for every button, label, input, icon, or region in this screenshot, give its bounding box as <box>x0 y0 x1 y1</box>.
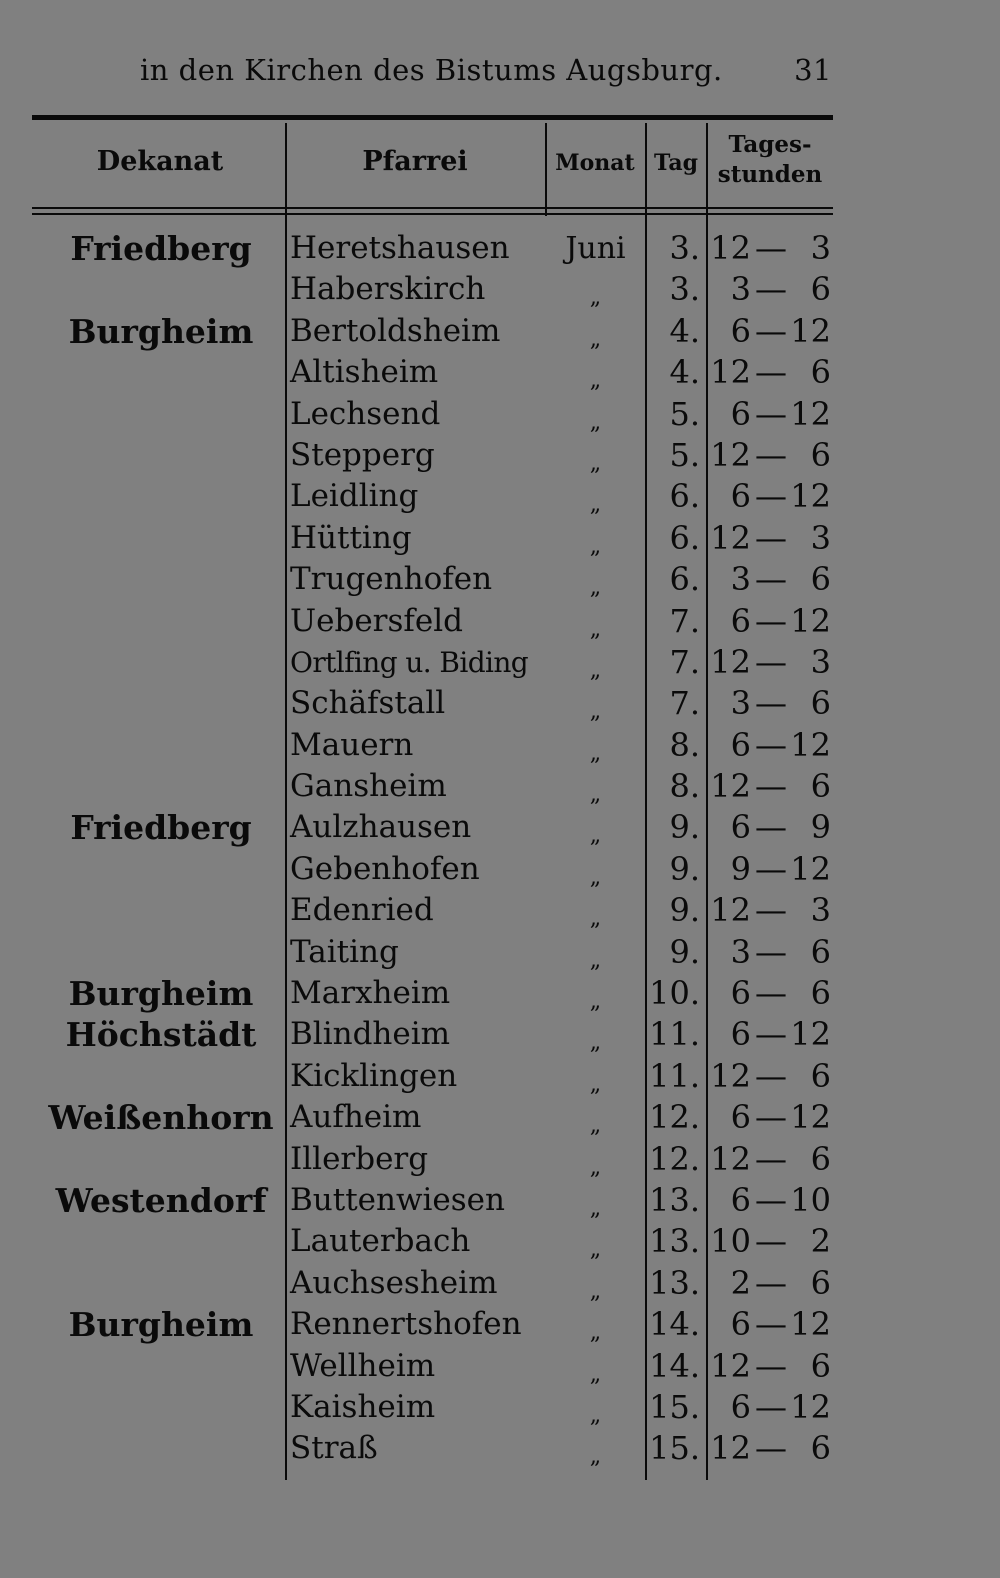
stunden-dash: — <box>755 229 787 267</box>
stunden-from: 6 <box>730 808 751 847</box>
stunden-from: 6 <box>730 1387 751 1426</box>
pfarrei-cell: Auchsesheim <box>290 1264 498 1301</box>
column-header-tagesstunden-line2: stunden <box>717 161 823 188</box>
tag-cell: 7. <box>669 642 700 681</box>
stunden-to: 9 <box>810 808 831 847</box>
stunden-dash: — <box>755 1098 787 1137</box>
stunden-dash: — <box>755 1346 787 1385</box>
stunden-cell <box>709 1056 833 1097</box>
stunden-cell <box>709 932 833 973</box>
stunden-to: 6 <box>810 560 831 599</box>
table-row <box>0 1139 1000 1180</box>
table-row <box>0 807 1000 848</box>
pfarrei-cell: Blindheim <box>290 1016 451 1053</box>
stunden-cell <box>709 435 833 476</box>
monat-cell: „ <box>589 285 602 311</box>
stunden-from: 12 <box>710 767 751 806</box>
pfarrei-cell: Trugenhofen <box>290 561 493 598</box>
monat-cell: „ <box>589 533 602 559</box>
stunden-to: 6 <box>810 684 831 723</box>
stunden-to: 3 <box>810 891 831 930</box>
page-number: 31 <box>794 53 832 87</box>
stunden-dash: — <box>755 1015 787 1054</box>
pfarrei-cell: Lechsend <box>290 395 441 432</box>
stunden-from: 12 <box>710 435 751 474</box>
stunden-from: 12 <box>710 891 751 930</box>
stunden-from: 12 <box>710 518 751 557</box>
tag-cell: 15. <box>649 1387 700 1426</box>
monat-cell: „ <box>589 906 602 932</box>
stunden-cell <box>709 601 833 642</box>
stunden-cell <box>709 1263 833 1304</box>
pfarrei-cell: Uebersfeld <box>290 602 463 639</box>
monat-cell: „ <box>589 1320 602 1346</box>
stunden-cell <box>709 311 833 352</box>
stunden-cell <box>709 642 833 683</box>
tag-cell: 9. <box>669 932 700 971</box>
stunden-cell <box>709 1387 833 1428</box>
column-header-dekanat: Dekanat <box>96 146 224 177</box>
tag-cell: 6. <box>669 518 700 557</box>
dekanat-cell <box>42 1139 280 1180</box>
stunden-from: 6 <box>730 725 751 764</box>
stunden-cell <box>709 1221 833 1262</box>
tag-cell: 14. <box>649 1305 700 1344</box>
stunden-to: 3 <box>810 518 831 557</box>
monat-cell: „ <box>589 782 602 808</box>
stunden-cell <box>709 394 833 435</box>
stunden-cell <box>709 1428 833 1469</box>
stunden-cell <box>709 807 833 848</box>
stunden-from: 12 <box>710 1139 751 1178</box>
dekanat-cell: Friedberg <box>70 229 252 268</box>
stunden-to: 6 <box>810 767 831 806</box>
table-row <box>0 1387 1000 1428</box>
monat-cell: „ <box>589 1402 602 1428</box>
stunden-to: 12 <box>790 311 831 350</box>
table-row <box>0 269 1000 310</box>
stunden-from: 6 <box>730 311 751 350</box>
monat-cell: „ <box>589 823 602 849</box>
stunden-from: 6 <box>730 601 751 640</box>
table-row <box>0 973 1000 1014</box>
table-body <box>0 228 1000 1470</box>
monat-cell: „ <box>589 1237 602 1263</box>
pfarrei-cell: Heretshausen <box>290 230 510 266</box>
pfarrei-cell: Wellheim <box>290 1347 436 1384</box>
table-row <box>0 518 1000 559</box>
pfarrei-cell: Straß <box>290 1430 378 1467</box>
table-row <box>0 766 1000 807</box>
tag-cell: 14. <box>649 1346 700 1385</box>
stunden-cell <box>709 683 833 724</box>
dekanat-cell <box>42 601 280 642</box>
stunden-dash: — <box>755 684 787 723</box>
dekanat-cell <box>42 518 280 559</box>
dekanat-cell <box>42 559 280 600</box>
running-head <box>140 50 840 90</box>
pfarrei-cell: Stepperg <box>290 436 435 473</box>
pfarrei-cell: Leidling <box>290 478 419 515</box>
dekanat-cell <box>42 1056 280 1097</box>
stunden-cell <box>709 1346 833 1387</box>
dekanat-cell: Burgheim <box>68 311 254 351</box>
monat-cell: „ <box>589 947 602 973</box>
stunden-cell <box>709 518 833 559</box>
stunden-to: 6 <box>810 1056 831 1095</box>
tag-cell: 11. <box>649 1015 700 1054</box>
monat-cell: „ <box>589 1113 602 1139</box>
table-row <box>0 725 1000 766</box>
monat-cell: „ <box>589 450 602 476</box>
pfarrei-cell: Illerberg <box>290 1140 429 1177</box>
pfarrei-cell: Hütting <box>290 519 412 556</box>
tag-cell: 7. <box>669 601 700 640</box>
monat-cell: „ <box>589 326 602 352</box>
stunden-to: 6 <box>810 932 831 971</box>
stunden-dash: — <box>755 974 787 1013</box>
pfarrei-cell: Ortlfing u. Biding <box>290 645 529 679</box>
stunden-to: 6 <box>810 1429 831 1468</box>
pfarrei-cell: Mauern <box>290 726 414 763</box>
stunden-cell <box>709 849 833 890</box>
stunden-to: 3 <box>810 229 831 267</box>
column-header-tagesstunden <box>708 130 832 190</box>
column-header-monat: Monat <box>555 150 635 176</box>
stunden-cell <box>709 352 833 393</box>
table-row <box>0 1014 1000 1055</box>
stunden-from: 6 <box>730 1098 751 1137</box>
tag-cell: 13. <box>649 1222 700 1261</box>
monat-cell: „ <box>589 989 602 1015</box>
dekanat-cell <box>42 1387 280 1428</box>
monat-cell: „ <box>589 409 602 435</box>
table-row <box>0 683 1000 724</box>
tag-cell: 4. <box>669 353 700 392</box>
dekanat-cell: Westendorf <box>55 1180 267 1220</box>
pfarrei-cell: Altisheim <box>290 354 439 391</box>
dekanat-cell <box>42 766 280 807</box>
stunden-from: 3 <box>730 932 751 971</box>
stunden-cell <box>709 1304 833 1345</box>
tag-cell: 6. <box>669 477 700 516</box>
column-header-pfarrei: Pfarrei <box>362 146 468 177</box>
dekanat-cell <box>42 1221 280 1262</box>
pfarrei-cell: Taiting <box>290 933 399 970</box>
stunden-dash: — <box>755 1429 787 1468</box>
stunden-from: 12 <box>710 1346 751 1385</box>
monat-cell: „ <box>589 740 602 766</box>
stunden-dash: — <box>755 560 787 599</box>
dekanat-cell: Weißenhorn <box>48 1098 274 1138</box>
stunden-from: 3 <box>730 270 751 309</box>
monat-cell: „ <box>589 616 602 642</box>
table-row <box>0 228 1000 269</box>
monat-cell: „ <box>589 1195 602 1221</box>
tag-cell: 13. <box>649 1263 700 1302</box>
stunden-from: 3 <box>730 560 751 599</box>
stunden-cell <box>709 1139 833 1180</box>
tag-cell: 7. <box>669 684 700 723</box>
stunden-cell <box>709 890 833 931</box>
tag-cell: 6. <box>669 560 700 599</box>
stunden-dash: — <box>755 642 787 681</box>
monat-cell: „ <box>589 1154 602 1180</box>
stunden-cell <box>709 725 833 766</box>
table-top-rule <box>32 115 833 120</box>
table-row <box>0 642 1000 683</box>
stunden-from: 12 <box>710 353 751 392</box>
table-row <box>0 311 1000 352</box>
tag-cell: 12. <box>649 1098 700 1137</box>
table-row <box>0 1097 1000 1138</box>
dekanat-cell: Friedberg <box>70 808 252 848</box>
stunden-to: 12 <box>790 849 831 888</box>
pfarrei-cell: Rennertshofen <box>290 1306 522 1343</box>
tag-cell: 3. <box>669 270 700 309</box>
tag-cell: 13. <box>649 1180 700 1219</box>
stunden-dash: — <box>755 601 787 640</box>
tag-cell: 11. <box>649 1056 700 1095</box>
stunden-to: 12 <box>790 1098 831 1137</box>
pfarrei-cell: Aufheim <box>290 1099 422 1136</box>
stunden-to: 6 <box>810 1139 831 1178</box>
stunden-dash: — <box>755 932 787 971</box>
stunden-cell <box>709 766 833 807</box>
stunden-from: 6 <box>730 394 751 433</box>
dekanat-cell: Höchstädt <box>65 1015 257 1055</box>
stunden-to: 6 <box>810 270 831 309</box>
stunden-cell <box>709 1014 833 1055</box>
table-row <box>0 476 1000 517</box>
dekanat-cell <box>42 849 280 890</box>
table-row <box>0 1263 1000 1304</box>
pfarrei-cell: Lauterbach <box>290 1223 471 1260</box>
stunden-to: 12 <box>790 394 831 433</box>
dekanat-cell <box>42 683 280 724</box>
stunden-to: 10 <box>790 1180 831 1219</box>
dekanat-cell <box>42 890 280 931</box>
dekanat-cell <box>42 476 280 517</box>
table-row <box>0 435 1000 476</box>
pfarrei-cell: Aulzhausen <box>290 809 472 846</box>
stunden-dash: — <box>755 270 787 309</box>
table-row <box>0 849 1000 890</box>
dekanat-cell <box>42 269 280 310</box>
pfarrei-cell: Marxheim <box>290 975 451 1012</box>
stunden-from: 12 <box>710 229 751 267</box>
pfarrei-cell: Kicklingen <box>290 1057 458 1094</box>
table-row <box>0 932 1000 973</box>
table-row <box>0 1056 1000 1097</box>
monat-cell: „ <box>589 1278 602 1304</box>
stunden-dash: — <box>755 311 787 350</box>
stunden-dash: — <box>755 808 787 847</box>
stunden-to: 2 <box>810 1222 831 1261</box>
tag-cell: 5. <box>669 394 700 433</box>
pfarrei-cell: Buttenwiesen <box>290 1181 505 1218</box>
pfarrei-cell: Gebenhofen <box>290 850 480 887</box>
stunden-dash: — <box>755 1056 787 1095</box>
column-header-tag: Tag <box>654 150 698 176</box>
stunden-from: 2 <box>730 1263 751 1302</box>
table-row <box>0 601 1000 642</box>
stunden-from: 9 <box>730 849 751 888</box>
stunden-from: 6 <box>730 1015 751 1054</box>
stunden-to: 3 <box>810 642 831 681</box>
stunden-from: 3 <box>730 684 751 723</box>
header-rule-upper <box>32 207 833 209</box>
dekanat-cell: Burgheim <box>68 1305 254 1345</box>
pfarrei-cell: Bertoldsheim <box>290 312 501 349</box>
tag-cell: 9. <box>669 891 700 930</box>
stunden-to: 12 <box>790 725 831 764</box>
stunden-cell <box>709 476 833 517</box>
table-row <box>0 1221 1000 1262</box>
stunden-to: 6 <box>810 1346 831 1385</box>
monat-cell: „ <box>589 864 602 890</box>
header-rule-lower <box>32 213 833 215</box>
tag-cell: 9. <box>669 808 700 847</box>
dekanat-cell <box>42 1346 280 1387</box>
monat-cell: „ <box>589 368 602 394</box>
dekanat-cell <box>42 435 280 476</box>
pfarrei-cell: Gansheim <box>290 768 447 805</box>
table-row <box>0 1346 1000 1387</box>
stunden-cell <box>709 1180 833 1221</box>
monat-cell: „ <box>589 699 602 725</box>
stunden-dash: — <box>755 891 787 930</box>
stunden-dash: — <box>755 1387 787 1426</box>
stunden-to: 12 <box>790 477 831 516</box>
monat-cell: „ <box>589 575 602 601</box>
dekanat-cell <box>42 642 280 683</box>
stunden-from: 12 <box>710 1056 751 1095</box>
stunden-to: 6 <box>810 353 831 392</box>
tag-cell: 12. <box>649 1139 700 1178</box>
stunden-cell <box>709 973 833 1014</box>
stunden-to: 12 <box>790 1305 831 1344</box>
stunden-to: 6 <box>810 974 831 1013</box>
monat-cell: „ <box>589 1361 602 1387</box>
stunden-from: 6 <box>730 1305 751 1344</box>
dekanat-cell <box>42 1428 280 1469</box>
table-row <box>0 1428 1000 1469</box>
dekanat-cell <box>42 1263 280 1304</box>
stunden-dash: — <box>755 1305 787 1344</box>
stunden-dash: — <box>755 518 787 557</box>
stunden-to: 6 <box>810 435 831 474</box>
pfarrei-cell: Edenried <box>290 892 434 929</box>
tag-cell: 8. <box>669 725 700 764</box>
stunden-from: 6 <box>730 477 751 516</box>
table-row <box>0 1304 1000 1345</box>
monat-cell: „ <box>589 657 602 683</box>
stunden-to: 12 <box>790 601 831 640</box>
monat-cell: „ <box>589 1444 602 1470</box>
stunden-to: 12 <box>790 1015 831 1054</box>
monat-cell: „ <box>589 1071 602 1097</box>
stunden-from: 12 <box>710 1429 751 1468</box>
dekanat-cell <box>42 352 280 393</box>
stunden-dash: — <box>755 1180 787 1219</box>
table-row <box>0 1180 1000 1221</box>
running-title: in den Kirchen des Bistums Augsburg. <box>140 53 723 87</box>
stunden-from: 10 <box>710 1222 751 1261</box>
stunden-from: 6 <box>730 1180 751 1219</box>
stunden-to: 12 <box>790 1387 831 1426</box>
tag-cell: 10. <box>649 974 700 1013</box>
stunden-dash: — <box>755 435 787 474</box>
stunden-to: 6 <box>810 1263 831 1302</box>
tag-cell: 8. <box>669 767 700 806</box>
monat-cell: „ <box>589 1030 602 1056</box>
tag-cell: 3. <box>669 229 700 267</box>
stunden-dash: — <box>755 849 787 888</box>
pfarrei-cell: Schäfstall <box>290 685 446 722</box>
monat-cell: „ <box>589 492 602 518</box>
dekanat-cell: Burgheim <box>68 974 254 1014</box>
monat-cell: Juni <box>565 231 626 266</box>
dekanat-cell <box>42 725 280 766</box>
table-row <box>0 890 1000 931</box>
stunden-from: 12 <box>710 642 751 681</box>
dekanat-cell <box>42 932 280 973</box>
stunden-from: 6 <box>730 974 751 1013</box>
table-row <box>0 394 1000 435</box>
tag-cell: 4. <box>669 311 700 350</box>
pfarrei-cell: Haberskirch <box>290 271 486 308</box>
table-row <box>0 352 1000 393</box>
stunden-cell <box>709 1097 833 1138</box>
stunden-cell <box>709 559 833 600</box>
table-row <box>0 559 1000 600</box>
stunden-cell <box>709 228 833 269</box>
stunden-dash: — <box>755 1263 787 1302</box>
stunden-dash: — <box>755 353 787 392</box>
stunden-dash: — <box>755 725 787 764</box>
stunden-dash: — <box>755 394 787 433</box>
tag-cell: 9. <box>669 849 700 888</box>
tag-cell: 15. <box>649 1429 700 1468</box>
pfarrei-cell: Kaisheim <box>290 1388 436 1425</box>
tag-cell: 5. <box>669 435 700 474</box>
stunden-cell <box>709 269 833 310</box>
stunden-dash: — <box>755 1222 787 1261</box>
stunden-dash: — <box>755 477 787 516</box>
stunden-dash: — <box>755 767 787 806</box>
stunden-dash: — <box>755 1139 787 1178</box>
dekanat-cell <box>42 394 280 435</box>
column-header-tagesstunden-line1: Tages- <box>728 131 812 158</box>
